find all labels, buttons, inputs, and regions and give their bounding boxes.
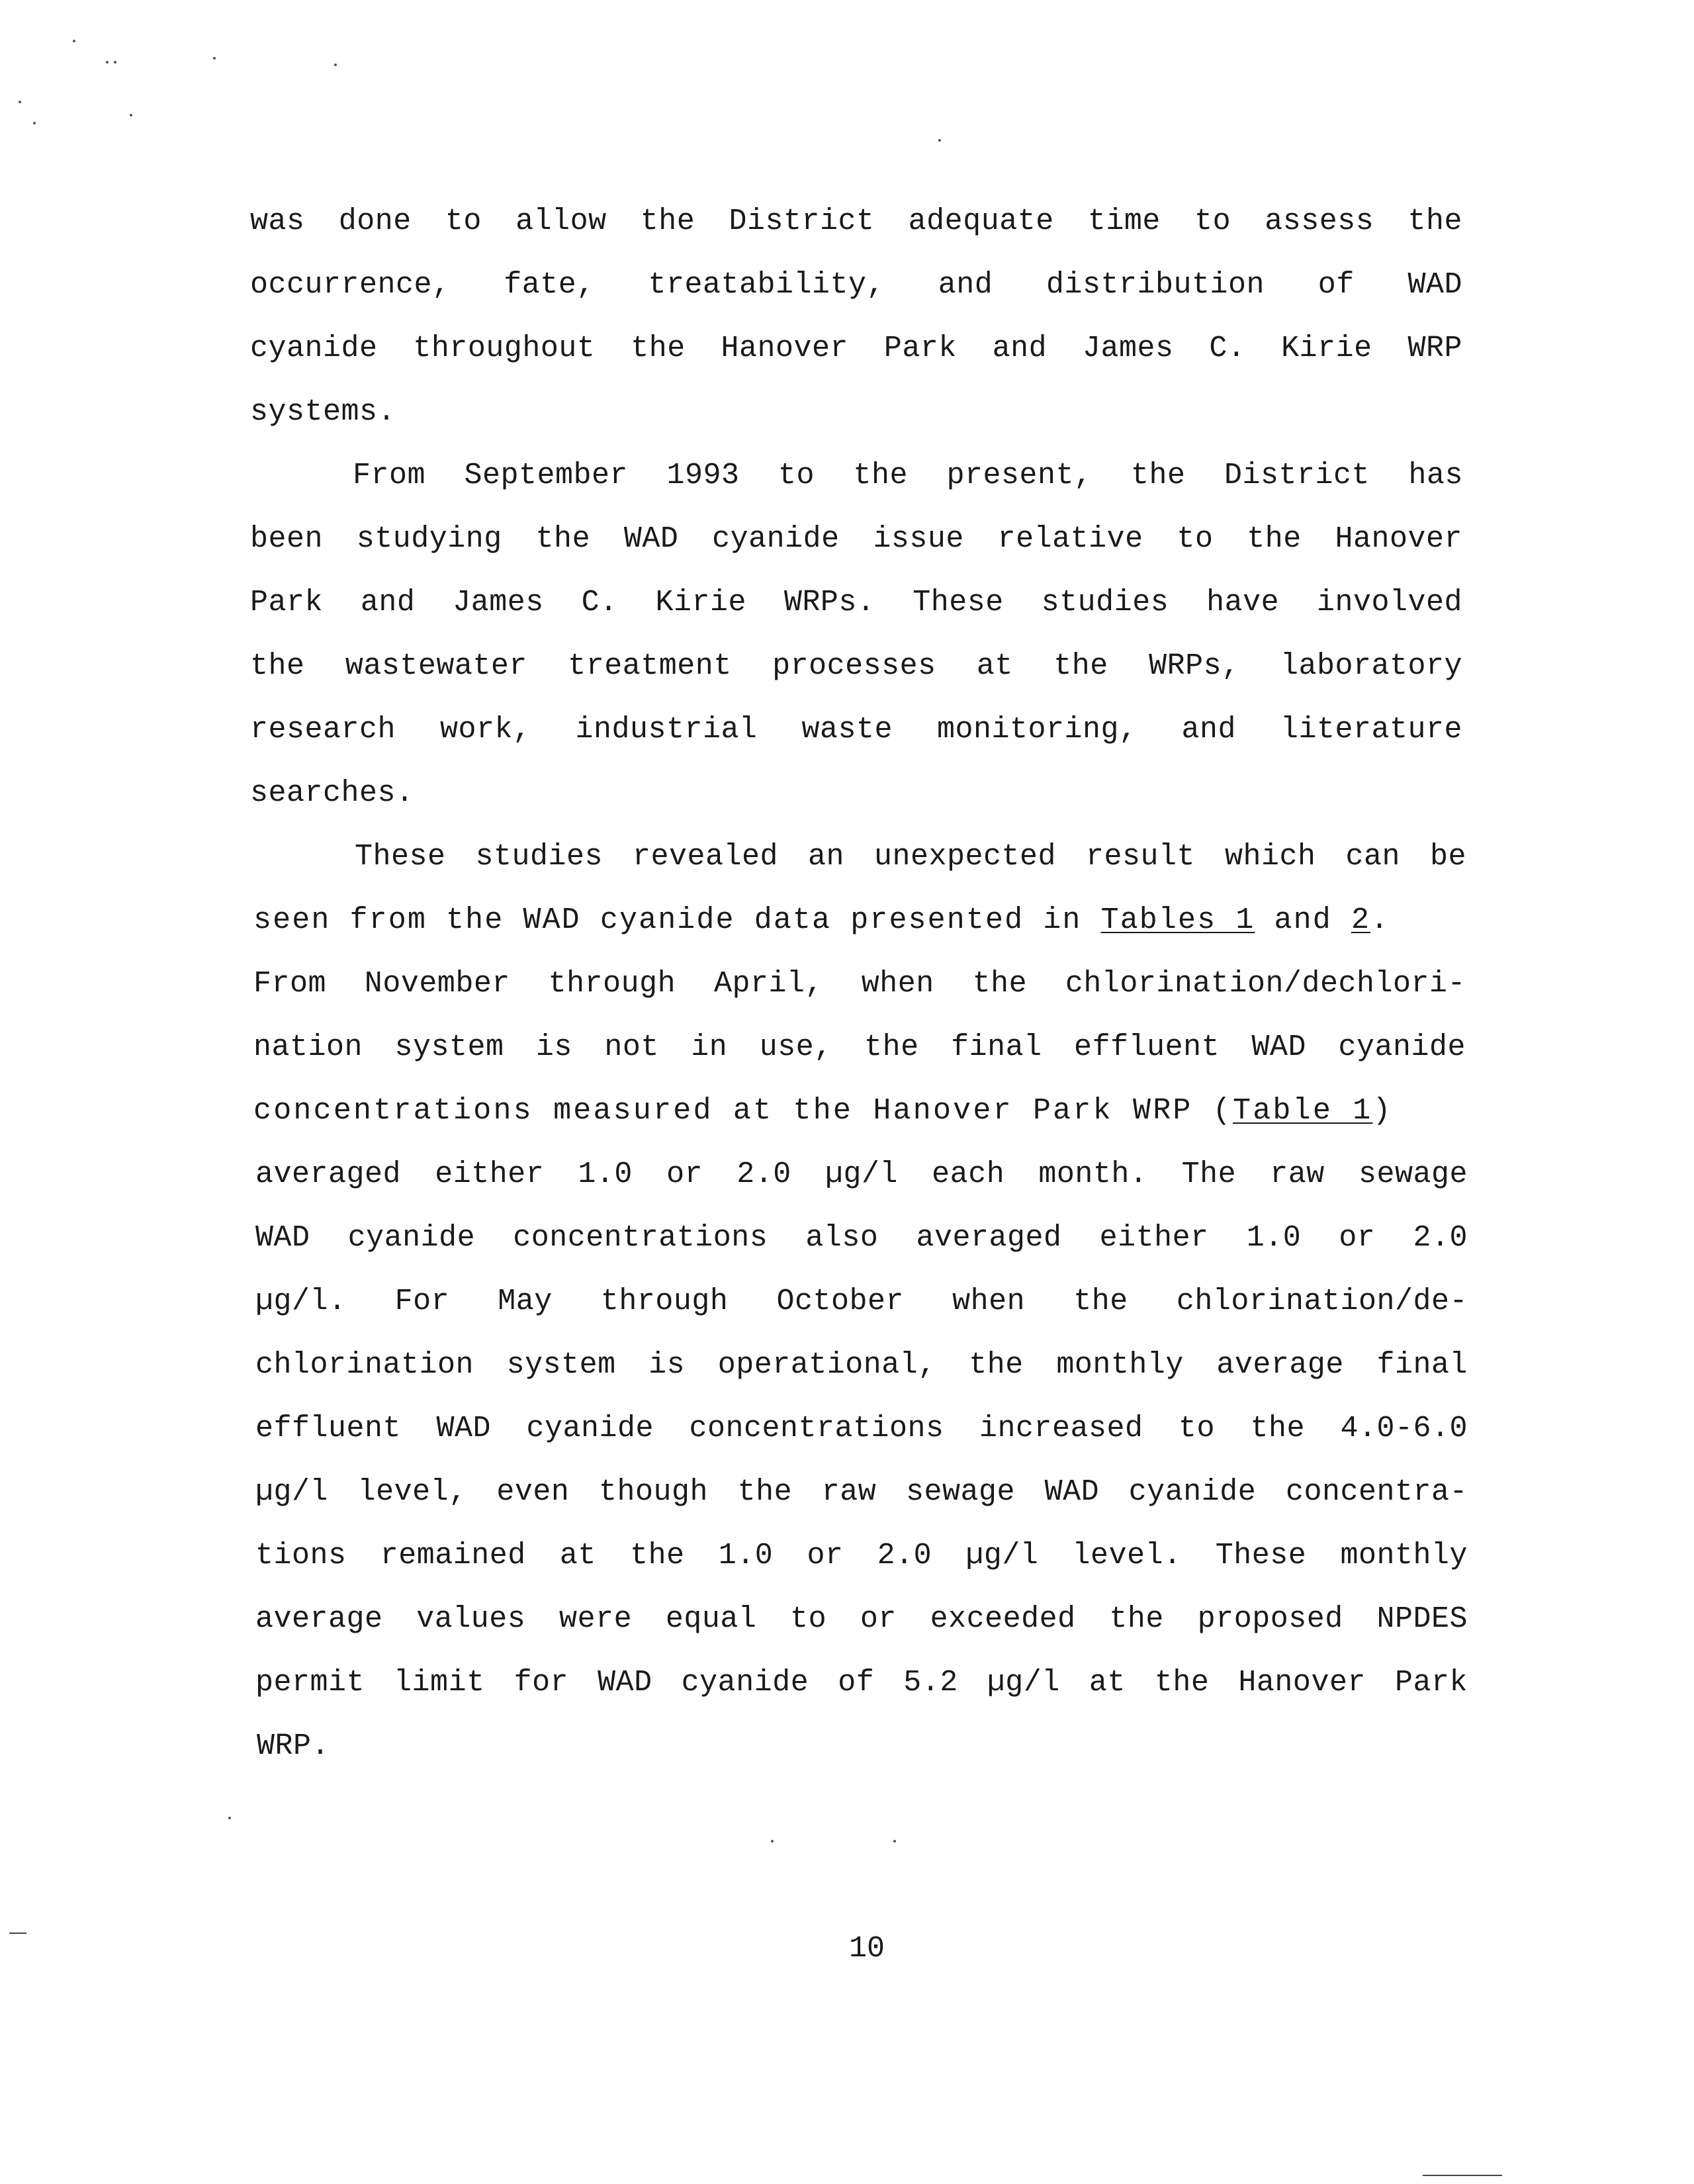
text-line: µg/l level, even though the raw sewage WAD cyanide concentra- [255,1475,1468,1509]
scan-speck [114,61,116,64]
text-line: From November through April, when the chlorination/dechlori- [253,967,1466,1001]
text-line [253,901,1390,940]
text-line: permit limit for WAD cyanide of 5.2 µg/l at the Hanover Park [255,1666,1468,1700]
text-segment: and [1255,903,1351,937]
scan-speck [73,40,75,42]
text-line: average values were equal to or exceeded the proposed NPDES [255,1602,1468,1636]
text-line: WAD cyanide concentrations also averaged either 1.0 or 2.0 [255,1221,1468,1255]
text-line: was done to allow the District adequate time to assess the [250,205,1462,238]
text-segment: seen from the WAD cyanide data presented in [253,903,1101,937]
scan-speck [106,61,109,64]
text-line: research work, industrial waste monitoring, and literature [250,713,1462,747]
table-2-reference-link[interactable]: 2 [1351,903,1371,937]
scan-mark [9,1933,26,1934]
scan-speck [130,114,132,116]
scan-mark [1423,2175,1502,2176]
text-line: nation system is not in use, the final effluent WAD cyanide [253,1030,1466,1064]
text-line: From September 1993 to the present, the District has [353,459,1463,492]
text-line: systems. [250,395,396,429]
scan-speck [334,64,337,66]
text-line: chlorination system is operational, the monthly average final [255,1348,1468,1382]
text-line: occurrence, fate, treatability, and distribution of WAD [250,268,1462,302]
scan-speck [771,1840,774,1843]
text-segment: ) [1372,1094,1393,1128]
text-line: the wastewater treatment processes at the WRPs, laboratory [250,649,1462,683]
scan-speck [33,122,36,124]
text-line: tions remained at the 1.0 or 2.0 µg/l level. These monthly [255,1539,1468,1572]
scan-speck [228,1817,231,1819]
text-line: µg/l. For May through October when the chlorination/de- [255,1285,1468,1318]
text-line: WRP. [257,1729,330,1763]
scan-speck [938,139,941,142]
text-segment: . [1370,903,1390,937]
text-line: been studying the WAD cyanide issue relative to the Hanover [250,522,1462,556]
scan-speck [893,1840,896,1843]
text-line: These studies revealed an unexpected result which can be [355,840,1466,874]
page-number: 10 [848,1932,885,1966]
tables-reference-link[interactable]: Tables 1 [1100,903,1255,937]
scan-speck [213,57,216,60]
text-line: Park and James C. Kirie WRPs. These studies have involved [250,586,1462,619]
table-1-reference-link[interactable]: Table 1 [1233,1094,1373,1128]
text-line: cyanide throughout the Hanover Park and James C. Kirie WRP [250,332,1462,365]
scan-speck [19,101,21,103]
text-segment: concentrations measured at the Hanover Park WRP ( [253,1094,1233,1128]
text-line: averaged either 1.0 or 2.0 µg/l each month. The raw sewage [255,1158,1468,1191]
text-line: effluent WAD cyanide concentrations increased to the 4.0-6.0 [255,1412,1468,1445]
text-line: searches. [250,776,414,810]
text-line [253,1091,1393,1131]
